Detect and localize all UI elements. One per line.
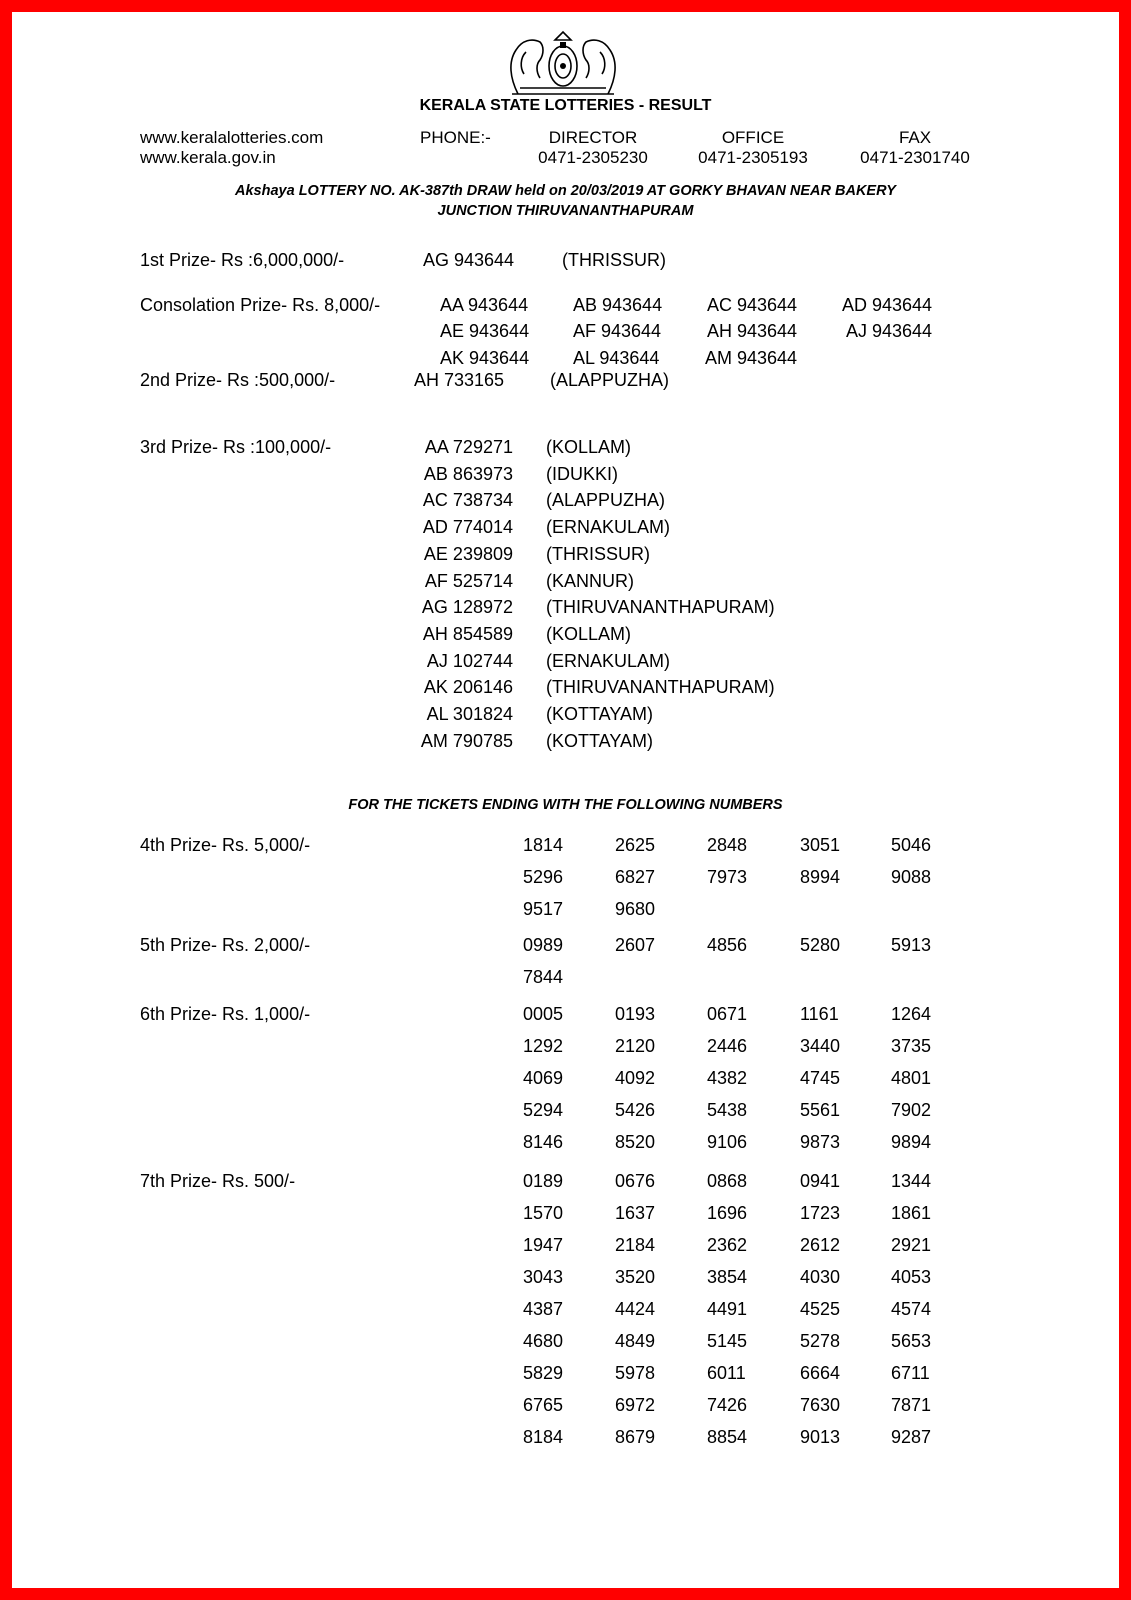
winning-number: 1264	[891, 1004, 932, 1024]
winning-number: 4030	[800, 1267, 841, 1287]
winning-number: 6711	[891, 1363, 930, 1383]
second-prize-label: 2nd Prize- Rs :500,000/-	[140, 370, 336, 390]
third-prize-ticket: AC 738734	[422, 490, 513, 511]
winning-number: 4491	[707, 1299, 748, 1319]
winning-number: 4424	[615, 1299, 656, 1319]
winning-number: 7973	[707, 867, 748, 887]
winning-number: 1570	[523, 1203, 564, 1223]
winning-number: 8184	[523, 1427, 564, 1447]
winning-number: 4856	[707, 935, 748, 955]
winning-number: 1861	[891, 1203, 932, 1223]
winning-number: 5913	[891, 935, 932, 955]
winning-number: 2120	[615, 1036, 656, 1056]
winning-number: 4053	[891, 1267, 932, 1287]
director-phone: 0471-2305230	[538, 148, 648, 167]
winning-number: 3051	[800, 835, 841, 855]
winning-number: 9873	[800, 1132, 841, 1152]
winning-number: 2612	[800, 1235, 841, 1255]
consolation-ticket: AH 943644	[707, 321, 798, 341]
winning-number: 0189	[523, 1171, 564, 1191]
third-prize-ticket: AJ 102744	[426, 650, 513, 671]
winning-number: 5438	[707, 1100, 748, 1120]
third-prize-place: (ERNAKULAM)	[546, 517, 671, 538]
consolation-ticket: AF 943644	[573, 321, 662, 341]
winning-number: 6827	[615, 867, 656, 887]
winning-number: 2625	[615, 835, 656, 855]
winning-number: 9106	[707, 1132, 748, 1152]
fax-label: FAX	[898, 128, 932, 147]
winning-number: 4801	[891, 1068, 932, 1088]
first-prize-ticket: AG 943644	[423, 250, 515, 270]
winning-number: 1947	[523, 1235, 564, 1255]
winning-number: 5046	[891, 835, 932, 855]
consolation-ticket: AL 943644	[573, 348, 660, 368]
third-prize-ticket: AG 128972	[421, 597, 513, 618]
winning-number: 6011	[707, 1363, 746, 1383]
winning-number: 4574	[891, 1299, 932, 1319]
winning-number: 1161	[800, 1004, 839, 1024]
winning-number: 2607	[615, 935, 656, 955]
consolation-ticket: AE 943644	[440, 321, 530, 341]
winning-number: 7630	[800, 1395, 841, 1415]
third-prize-place: (IDUKKI)	[546, 463, 618, 484]
third-prize-place: (KOTTAYAM)	[546, 704, 653, 724]
winning-number: 2848	[707, 835, 748, 855]
third-prize-ticket: AB 863973	[423, 463, 513, 484]
winning-number: 7871	[891, 1395, 932, 1415]
third-prize-ticket: AD 774014	[422, 517, 513, 538]
third-prize-ticket: AF 525714	[424, 570, 513, 591]
first-prize-label: 1st Prize- Rs :6,000,000/-	[140, 250, 345, 270]
winning-number: 3440	[800, 1036, 841, 1056]
fax-phone: 0471-2301740	[860, 148, 970, 167]
winning-number: 6972	[615, 1395, 656, 1415]
fourth-prize-label: 4th Prize- Rs. 5,000/-	[140, 835, 311, 855]
winning-number: 6765	[523, 1395, 564, 1415]
winning-number: 8854	[707, 1427, 748, 1447]
winning-number: 3854	[707, 1267, 748, 1287]
ending-numbers-note: FOR THE TICKETS ENDING WITH THE FOLLOWING NUMBERS	[348, 797, 783, 813]
winning-number: 1696	[707, 1203, 748, 1223]
winning-number: 0676	[615, 1171, 656, 1191]
winning-number: 0989	[523, 935, 564, 955]
seventh-prize-label: 7th Prize- Rs. 500/-	[140, 1171, 296, 1191]
consolation-ticket: AD 943644	[842, 295, 933, 315]
third-prize-place: (THIRUVANANTHAPURAM)	[546, 597, 775, 618]
first-prize-place: (THRISSUR)	[562, 250, 666, 270]
winning-number: 7426	[707, 1395, 748, 1415]
third-prize-ticket: AL 301824	[426, 704, 513, 724]
consolation-ticket: AC 943644	[707, 295, 798, 315]
winning-number: 5653	[891, 1331, 932, 1351]
sixth-prize-label: 6th Prize- Rs. 1,000/-	[140, 1004, 311, 1024]
winning-number: 7902	[891, 1100, 932, 1120]
third-prize-place: (KOLLAM)	[546, 623, 632, 644]
winning-number: 9088	[891, 867, 932, 887]
winning-number: 5296	[523, 867, 564, 887]
third-prize-ticket: AK 206146	[423, 677, 513, 698]
consolation-ticket: AM 943644	[705, 348, 798, 368]
winning-number: 4069	[523, 1068, 564, 1088]
website-link-2[interactable]: www.kerala.gov.in	[140, 148, 276, 167]
winning-number: 3735	[891, 1036, 932, 1056]
draw-info-line-2: JUNCTION THIRUVANANTHAPURAM	[437, 203, 694, 219]
winning-number: 5278	[800, 1331, 841, 1351]
third-prize-ticket: AE 239809	[423, 543, 513, 564]
consolation-ticket: AK 943644	[440, 348, 530, 368]
director-label: DIRECTOR	[548, 128, 638, 147]
winning-number: 1292	[523, 1036, 564, 1056]
winning-number: 5978	[615, 1363, 656, 1383]
winning-number: 3043	[523, 1267, 564, 1287]
winning-number: 4382	[707, 1068, 748, 1088]
consolation-prize-label: Consolation Prize- Rs. 8,000/-	[140, 295, 381, 315]
second-prize-ticket: AH 733165	[414, 370, 505, 390]
winning-number: 5426	[615, 1100, 656, 1120]
winning-number: 2184	[615, 1235, 656, 1255]
consolation-ticket: AB 943644	[573, 295, 663, 315]
winning-number: 8994	[800, 867, 841, 887]
second-prize-place: (ALAPPUZHA)	[550, 370, 670, 390]
third-prize-place: (ERNAKULAM)	[546, 650, 671, 671]
winning-number: 5294	[523, 1100, 564, 1120]
winning-number: 9013	[800, 1427, 841, 1447]
third-prize-place: (THRISSUR)	[546, 543, 650, 564]
winning-number: 4387	[523, 1299, 564, 1319]
winning-number: 5280	[800, 935, 841, 955]
website-link-1[interactable]: www.keralalotteries.com	[140, 128, 324, 147]
winning-number: 1723	[800, 1203, 841, 1223]
winning-number: 1344	[891, 1171, 932, 1191]
fifth-prize-label: 5th Prize- Rs. 2,000/-	[140, 935, 311, 955]
winning-number: 4849	[615, 1331, 656, 1351]
winning-number: 0941	[800, 1171, 841, 1191]
winning-number: 9680	[615, 899, 656, 919]
third-prize-ticket: AM 790785	[420, 730, 513, 751]
third-prize-ticket: AH 854589	[422, 623, 513, 644]
winning-number: 0868	[707, 1171, 748, 1191]
winning-number: 4680	[523, 1331, 564, 1351]
winning-number: 4525	[800, 1299, 841, 1319]
winning-number: 1814	[523, 835, 564, 855]
consolation-ticket: AA 943644	[440, 295, 529, 315]
winning-number: 2446	[707, 1036, 748, 1056]
winning-number: 4745	[800, 1068, 841, 1088]
draw-info-line-1: Akshaya LOTTERY NO. AK-387th DRAW held on 20/03/2019 AT GORKY BHAVAN NEAR BAKERY	[235, 183, 896, 199]
winning-number: 5145	[707, 1331, 748, 1351]
kerala-emblem-icon	[500, 28, 626, 98]
winning-number: 8146	[523, 1132, 564, 1152]
third-prize-place: (ALAPPUZHA)	[546, 490, 666, 511]
winning-number: 4092	[615, 1068, 656, 1088]
winning-number: 9287	[891, 1427, 932, 1447]
winning-number: 8520	[615, 1132, 656, 1152]
winning-number: 0193	[615, 1004, 656, 1024]
consolation-ticket: AJ 943644	[846, 321, 933, 341]
winning-number: 5829	[523, 1363, 564, 1383]
phone-label: PHONE:-	[420, 128, 491, 147]
winning-number: 5561	[800, 1100, 841, 1120]
office-phone: 0471-2305193	[698, 148, 808, 167]
office-label: OFFICE	[721, 128, 785, 147]
winning-number: 8679	[615, 1427, 656, 1447]
winning-number: 7844	[523, 967, 564, 987]
third-prize-place: (THIRUVANANTHAPURAM)	[546, 677, 775, 698]
page-title: KERALA STATE LOTTERIES - RESULT	[419, 97, 712, 114]
third-prize-ticket: AA 729271	[424, 437, 513, 457]
winning-number: 9517	[523, 899, 564, 919]
winning-number: 0671	[707, 1004, 748, 1024]
winning-number: 0005	[523, 1004, 564, 1024]
third-prize-place: (KOLLAM)	[546, 437, 632, 457]
third-prize-label: 3rd Prize- Rs :100,000/-	[140, 437, 332, 457]
winning-number: 1637	[615, 1203, 656, 1223]
third-prize-place: (KOTTAYAM)	[546, 730, 653, 751]
third-prize-place: (KANNUR)	[546, 570, 634, 591]
winning-number: 6664	[800, 1363, 841, 1383]
winning-number: 9894	[891, 1132, 932, 1152]
winning-number: 2362	[707, 1235, 748, 1255]
winning-number: 2921	[891, 1235, 932, 1255]
winning-number: 3520	[615, 1267, 656, 1287]
